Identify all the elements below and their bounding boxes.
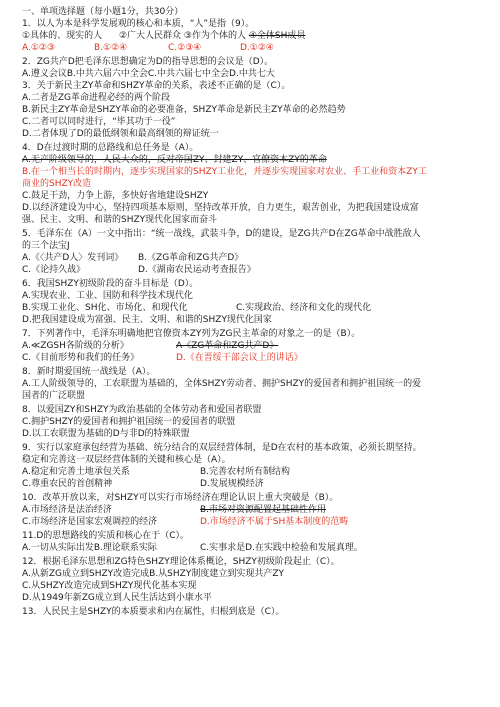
q1-option-d: D.①②④ <box>240 43 274 53</box>
q5-option-a: A.《〈共产D人〉发刊词》 <box>22 253 124 263</box>
question-5-stem-line1: 5．毛泽东在（A）一文中指出：“统一战线，武装斗争，D的建设，是ZG共产D在ZG革命中战胜敌人 <box>22 229 421 239</box>
q12-option-ab: A.从新ZG成立到SHZY改造完成B.从SHZY制度建立到实现共产ZY <box>22 569 284 579</box>
q12-option-c: C.从SHZY改造完成到SHZY现代化基本实现 <box>22 581 197 591</box>
q3-option-b: B.新民主ZY革命是SHZY革命的必要准备，SHZY革命是新民主ZY革命的必然趋势 <box>22 105 346 115</box>
q3-option-d: D.二者体现了D的最低纲领和最高纲领的辩证统一 <box>22 129 219 139</box>
q6-option-b: B.实现工业化、SH化、市场化、和现代化 <box>22 303 188 313</box>
q8b-option-c: C.拥护SHZY的爱国者和拥护祖国统一的爱国者的联盟 <box>22 417 236 427</box>
question-9-stem-line1: 9．实行以家庭承包经营为基础、统分结合的双层经营体制，是D在农村的基本政策，必须长期坚持。 <box>22 443 422 453</box>
q9-option-d: D.发展规模经济 <box>200 479 264 489</box>
question-6-stem: 6．我国SHZY初级阶段的奋斗目标是（D）。 <box>22 279 199 289</box>
q5-option-c: C.《论持久战》 <box>22 265 86 275</box>
q3-option-c: C.二者可以同时进行，“毕其功于一役” <box>22 117 176 127</box>
q1-item-4: ④全体SH成员 <box>248 31 306 41</box>
q4-option-b-line2: 商业的SHZY改造 <box>22 179 92 189</box>
question-8b-stem: 8．以爱国ZY和SHZY为政治基础的全体劳动者和爱国者联盟 <box>22 405 262 415</box>
q10-option-c: C.市场经济是国家宏观调控的经济 <box>22 517 158 527</box>
q9-option-a: A.稳定和完善土地承包关系 <box>22 467 130 477</box>
q8a-option-a-line1: A.工人阶级领导的，工农联盟为基础的，全体SHZY劳动者、拥护SHZY的爱国者和拥护祖国统一的爱 <box>22 379 422 389</box>
question-2-options: A.遵义会议B.中共六届六中全会C.中共六届七中全会D.中共七大 <box>22 69 275 79</box>
section-title: 一、单项选择题（每小题1分，共30分） <box>22 7 184 17</box>
q4-option-d-line2: 强、民主、文明、和谐的SHZY现代化国家而奋斗 <box>22 215 218 225</box>
q3-option-a: A.二者是ZG革命进程必经的两个阶段 <box>22 93 170 103</box>
q4-option-c: C.鼓足干劲，力争上游，多快好省地建设SHZY <box>22 191 209 201</box>
question-13-stem: 13．人民民主是SHZY的本质要求和内在属性，归根到底是（C）。 <box>22 607 285 617</box>
q10-option-d: D.市场经济不属于SH基本制度的范畴 <box>200 517 349 527</box>
question-8a-stem: 8．新时期爱国统一战线是（A）。 <box>22 367 156 377</box>
q1-item-2: ②广大人民群众 <box>118 31 182 41</box>
q1-item-1: ①具体的、现实的人 <box>22 31 103 41</box>
q11-option-cd: C.实事求是D.在实践中检验和发展真理。 <box>200 543 363 553</box>
q6-option-a: A.实现农业、工业、国防和科学技术现代化 <box>22 291 193 301</box>
question-2-stem: 2．ZG共产D把毛泽东思想确定为D的指导思想的会议是（D）。 <box>22 57 274 67</box>
q6-option-c: C.实现政治、经济和文化的现代化 <box>236 303 372 313</box>
question-1-stem: 1．以人为本是科学发展观的核心和本质，“人”是指（9）。 <box>22 19 255 29</box>
q5-option-d: D.《湖南农民运动考查报告》 <box>138 265 256 275</box>
q11-option-ab: A.一切从实际出发B.理论联系实际 <box>22 543 157 553</box>
q7-option-d: D.《在晋绥干部会议上的讲话》 <box>176 353 303 363</box>
q7-option-a: A.≪ZGSH各阶级的分析》 <box>22 341 129 351</box>
q10-option-b: B.市场对资源配置起基础性作用 <box>200 505 327 515</box>
question-7-stem: 7．下列著作中，毛泽东明确地把官僚资本ZY列为ZG民主革命的对象之一的是（B）。 <box>22 329 361 339</box>
q8b-option-d: D.以工农联盟为基础的D与非D的特殊联盟 <box>22 429 190 439</box>
q7-option-c: C.《目前形势和我们的任务》 <box>22 353 140 363</box>
question-4-stem: 4．D在过渡时期的总路线和总任务是（A）。 <box>22 143 199 153</box>
q1-option-a: A.①②③ <box>22 43 56 53</box>
q1-option-b: B.①②④ <box>94 43 128 53</box>
question-10-stem: 10．改革开放以来，对SHZY可以实行市场经济在理论认识上重大突破是（B）。 <box>22 493 339 503</box>
question-9-stem-line2: 稳定和完善这一双层经营体制的关键和核心是（A）。 <box>22 455 231 465</box>
question-1-items <box>22 30 482 42</box>
q5-option-b: B.《ZG革命和ZG共产D》 <box>138 253 244 263</box>
q7-option-b: A《ZG革命和ZG共产D》 <box>176 341 279 351</box>
question-3-stem: 3．关于新民主ZY革命和SHZY革命的关系，表述不正确的是（C）。 <box>22 81 291 91</box>
q4-option-d-line1: D.以经济建设为中心，坚持四项基本原则，坚持改革开放，自力更生，艰苦创业，为把我国建设成富 <box>22 203 419 213</box>
q4-option-a: A.无产阶级领导的，人民大众的，反对帝国ZY、封建ZY、官僚资本ZY的革命 <box>22 155 327 165</box>
q4-option-b-line1: B.在一个相当长的时期内，逐步实现国家的SHZY工业化，并逐步实现国家对农业、手工业和资本ZY工 <box>22 167 427 177</box>
q9-option-b: B.完善农村所有制结构 <box>200 467 291 477</box>
q6-option-d: D.把我国建设成为富强、民主、文明、和谐的SHZY现代化国家 <box>22 315 272 325</box>
q8a-option-a-line2: 国者的广泛联盟 <box>22 391 86 401</box>
question-5-stem-line2: 的三个法宝J <box>22 241 70 251</box>
q12-option-d: D.从1949年新ZG成立到人民生活达到小康水平 <box>22 593 212 603</box>
q1-item-3: ③作为个体的人 <box>183 31 246 41</box>
question-11-stem: 11.D的思想路线的实质和核心在于（C）。 <box>22 531 190 541</box>
q1-option-c: C.②③④ <box>168 43 202 53</box>
q9-option-c: C.尊重农民的首创精神 <box>22 479 113 489</box>
q10-option-a: A.市场经济是法治经济 <box>22 505 112 515</box>
question-12-stem: 12．根据毛泽东思想和ZG特色SHZY理论体系概论，SHZY初级阶段起止（C）。 <box>22 557 340 567</box>
